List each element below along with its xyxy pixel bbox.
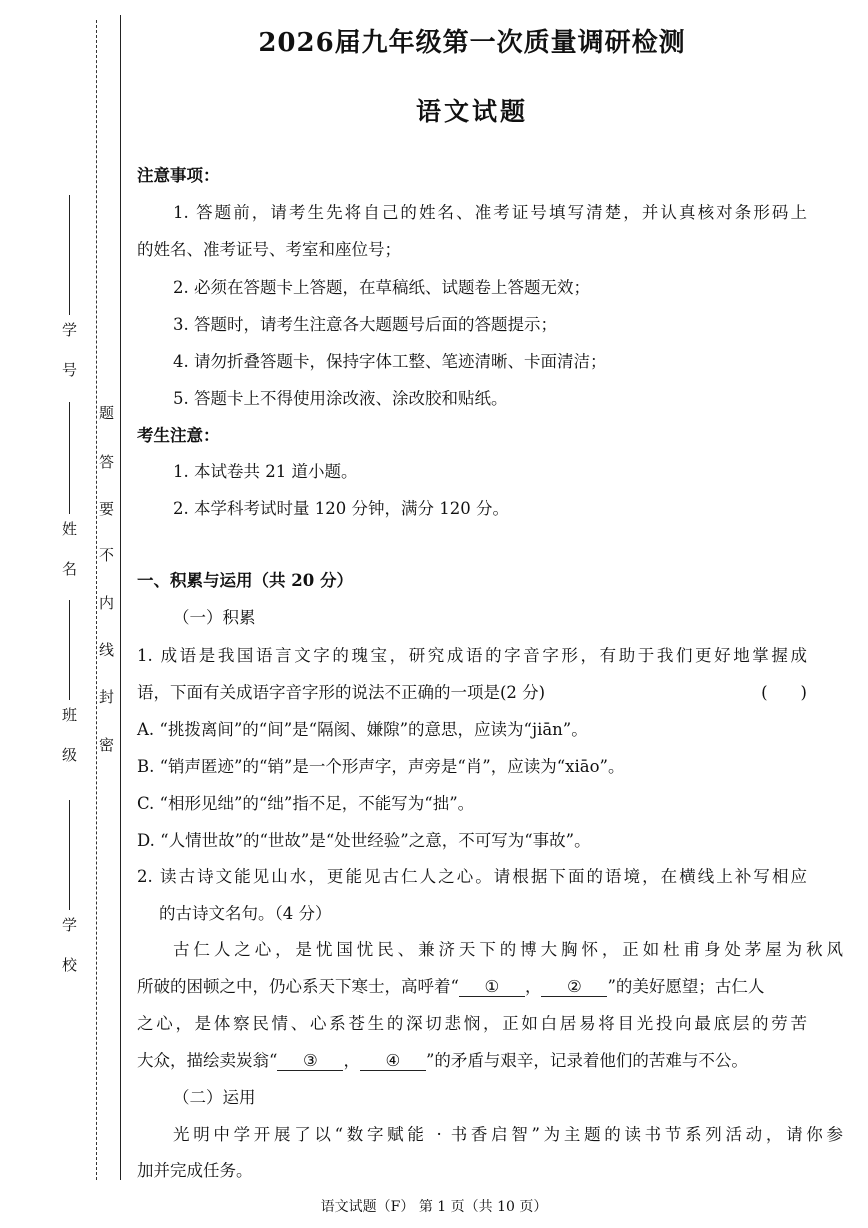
seal-char: 内 [99, 594, 115, 612]
exam-subject: 语文试题 [415, 97, 528, 126]
notice-item: 1. 答题前，请考生先将自己的姓名、准考证号填写清楚，并认真核对条形码上 [173, 203, 807, 222]
student-number-label-2: 号 [62, 360, 78, 379]
school-label-1: 学 [62, 916, 78, 934]
margin-solid-line [120, 15, 121, 1180]
seal-char: 封 [99, 688, 115, 706]
option-c: C. “相形见绌”的“绌”指不足，不能写为“拙”。 [137, 794, 475, 813]
student-number-blank[interactable] [69, 195, 70, 315]
question-1-stem: 1. 成语是我国语言文字的瑰宝，研究成语的字音字形，有助于我们更好地掌握成 [137, 646, 807, 665]
option-a: A. “挑拨离间”的“间”是“隔阂、嫌隙”的意思，应读为“jiān”。 [137, 720, 588, 739]
poem-blank-2[interactable]: ② [541, 978, 607, 997]
class-field[interactable] [62, 600, 77, 772]
question-1-stem-cont: 语，下面有关成语字音字形的说法不正确的一项是(2 分) ( ) [137, 683, 807, 702]
candidate-notice-item: 1. 本试卷共 21 道小题。 [173, 462, 358, 481]
option-b: B. “销声匿迹”的“销”是一个形声字，声旁是“肖”，应读为“xiāo”。 [137, 757, 625, 776]
name-field[interactable] [62, 402, 77, 586]
name-label-1: 姓 [62, 520, 78, 538]
exam-title: 2026届九年级第一次质量调研检测 [258, 28, 686, 58]
notice-item: 的姓名、准考证号、考室和座位号； [137, 240, 401, 259]
poem-blank-3[interactable]: ③ [277, 1052, 343, 1071]
class-label-2: 级 [62, 745, 78, 764]
passage-line: 之心，是体察民情、心系苍生的深切悲悯，正如白居易将目光投向最底层的劳苦 [137, 1014, 807, 1033]
seal-char: 答 [99, 453, 115, 471]
binding-margin [0, 0, 130, 1228]
school-field[interactable] [62, 800, 77, 982]
option-d: D. “人情世故”的“世故”是“处世经验”之意，不可写为“事故”。 [137, 831, 591, 850]
task-intro-cont: 加并完成任务。 [137, 1161, 253, 1180]
candidate-notice-heading: 考生注意： [137, 426, 220, 445]
answer-bracket[interactable]: ( ) [761, 683, 807, 702]
passage-line: 大众，描绘卖炭翁“ ③ ， ④ ”的矛盾与艰辛，记录着他们的苦难与不公。 [137, 1051, 748, 1070]
poem-blank-4[interactable]: ④ [360, 1052, 426, 1071]
question-2-stem-cont: 的古诗文名句。（4 分） [159, 904, 332, 923]
name-blank[interactable] [69, 402, 70, 514]
poem-blank-1[interactable]: ① [459, 978, 525, 997]
passage-line: 所破的困顿之中，仍心系天下寒士，高呼着“ ① ， ② ”的美好愿望；古仁人 [137, 977, 765, 996]
candidate-notice-item: 2. 本学科考试时量 120 分钟，满分 120 分。 [173, 499, 509, 518]
subsection-heading: （一）积累 [173, 608, 256, 627]
name-label-2: 名 [62, 559, 78, 578]
student-number-label-1: 学 [62, 321, 78, 339]
subsection-heading: （二）运用 [173, 1088, 256, 1107]
seal-char: 密 [99, 736, 115, 754]
seal-char: 不 [99, 546, 115, 564]
notice-item: 5. 答题卡上不得使用涂改液、涂改胶和贴纸。 [173, 389, 508, 408]
notice-item: 4. 请勿折叠答题卡，保持字体工整、笔迹清晰、卡面清洁； [173, 352, 607, 371]
notice-item: 2. 必须在答题卡上答题，在草稿纸、试题卷上答题无效； [173, 278, 590, 297]
class-label-1: 班 [62, 706, 78, 724]
seal-char: 线 [99, 641, 115, 659]
school-blank[interactable] [69, 800, 70, 910]
notice-heading: 注意事项： [137, 166, 220, 185]
passage-line: 古仁人之心，是忧国忧民、兼济天下的博大胸怀，正如杜甫身处茅屋为秋风 [173, 940, 843, 959]
seal-dashed-line [96, 20, 97, 1180]
question-2-stem: 2. 读古诗文能见山水，更能见古仁人之心。请根据下面的语境，在横线上补写相应 [137, 867, 807, 886]
seal-char: 要 [99, 500, 115, 518]
seal-char: 题 [99, 404, 115, 422]
student-number-field[interactable] [62, 195, 77, 387]
school-label-2: 校 [62, 955, 78, 974]
task-intro: 光明中学开展了以“数字赋能 · 书香启智”为主题的读书节系列活动，请你参 [173, 1125, 843, 1144]
page-footer: 语文试题（F） 第 1 页（共 10 页） [320, 1199, 548, 1215]
notice-item: 3. 答题时，请考生注意各大题题号后面的答题提示； [173, 315, 557, 334]
class-blank[interactable] [69, 600, 70, 700]
section-heading: 一、积累与运用（共 20 分） [137, 571, 353, 590]
